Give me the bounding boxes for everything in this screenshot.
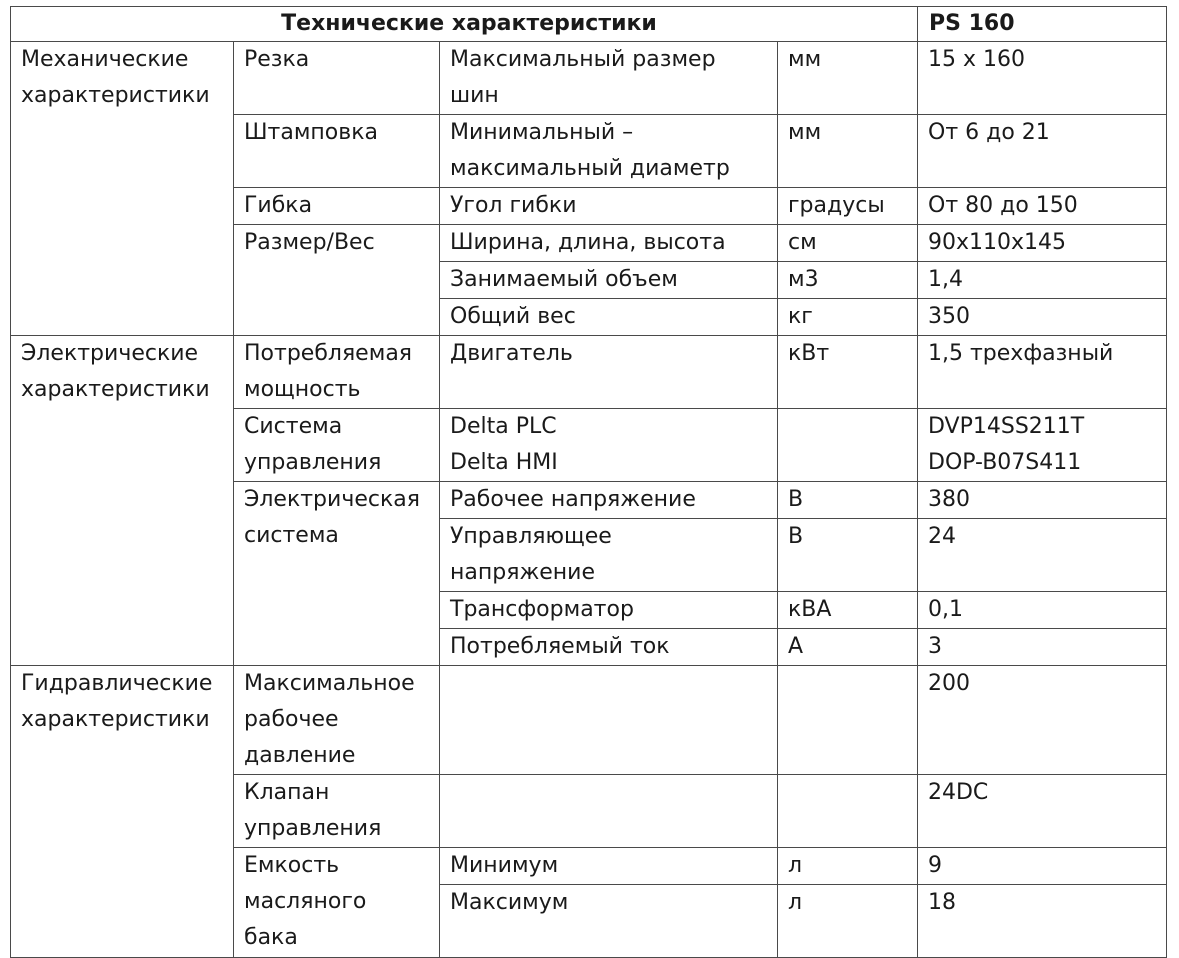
unit-cell: А xyxy=(778,629,918,666)
category-electrical: Электрические характеристики xyxy=(11,336,234,666)
parameter-cell: Рабочее напряжение xyxy=(440,482,778,519)
parameter-cell: Минимум xyxy=(440,848,778,885)
subcategory-punching: Штамповка xyxy=(234,115,440,188)
table-row xyxy=(11,42,1167,115)
subcategory-size-weight: Размер/Вес xyxy=(234,225,440,336)
parameter-cell: Delta PLC Delta HMI xyxy=(440,409,778,482)
parameter-cell: Двигатель xyxy=(440,336,778,409)
value-cell: 90x110x145 xyxy=(918,225,1167,262)
unit-cell: В xyxy=(778,482,918,519)
value-cell: 200 xyxy=(918,666,1167,775)
category-hydraulic: Гидравлические характеристики xyxy=(11,666,234,958)
unit-cell: кВт xyxy=(778,336,918,409)
subcategory-oil-tank: Емкость масляного бака xyxy=(234,848,440,958)
value-cell: 1,5 трехфазный xyxy=(918,336,1167,409)
subcategory-control-system: Система управления xyxy=(234,409,440,482)
value-cell: От 80 до 150 xyxy=(918,188,1167,225)
unit-cell xyxy=(778,775,918,848)
unit-cell: В xyxy=(778,519,918,592)
table-title: Технические характеристики xyxy=(11,7,918,42)
value-cell: 9 xyxy=(918,848,1167,885)
unit-cell: мм xyxy=(778,42,918,115)
value-cell: 24 xyxy=(918,519,1167,592)
category-mechanical: Механические характеристики xyxy=(11,42,234,336)
subcategory-bending: Гибка xyxy=(234,188,440,225)
parameter-cell: Минимальный – максимальный диаметр xyxy=(440,115,778,188)
value-cell: 0,1 xyxy=(918,592,1167,629)
model-name: PS 160 xyxy=(918,7,1167,42)
subcategory-cutting: Резка xyxy=(234,42,440,115)
parameter-cell xyxy=(440,666,778,775)
subcategory-power: Потребляемая мощность xyxy=(234,336,440,409)
unit-cell: м3 xyxy=(778,262,918,299)
unit-cell: градусы xyxy=(778,188,918,225)
value-cell: 380 xyxy=(918,482,1167,519)
header-row xyxy=(11,7,1167,42)
unit-cell xyxy=(778,666,918,775)
parameter-cell: Максимальный размер шин xyxy=(440,42,778,115)
table-row xyxy=(11,666,1167,775)
unit-cell: см xyxy=(778,225,918,262)
parameter-cell xyxy=(440,775,778,848)
parameter-cell: Угол гибки xyxy=(440,188,778,225)
value-cell: 3 xyxy=(918,629,1167,666)
parameter-cell: Трансформатор xyxy=(440,592,778,629)
parameter-cell: Потребляемый ток xyxy=(440,629,778,666)
unit-cell: мм xyxy=(778,115,918,188)
parameter-cell: Управляющее напряжение xyxy=(440,519,778,592)
specifications-table xyxy=(10,6,1167,958)
unit-cell xyxy=(778,409,918,482)
subcategory-electrical-system: Электрическая система xyxy=(234,482,440,666)
unit-cell: кг xyxy=(778,299,918,336)
value-cell: 350 xyxy=(918,299,1167,336)
parameter-cell: Занимаемый объем xyxy=(440,262,778,299)
value-cell: 1,4 xyxy=(918,262,1167,299)
parameter-cell: Общий вес xyxy=(440,299,778,336)
value-cell: DVP14SS211T DOP-B07S411 xyxy=(918,409,1167,482)
value-cell: От 6 до 21 xyxy=(918,115,1167,188)
value-cell: 15 х 160 xyxy=(918,42,1167,115)
subcategory-control-valve: Клапан управления xyxy=(234,775,440,848)
value-cell: 18 xyxy=(918,885,1167,958)
subcategory-max-pressure: Максимальное рабочее давление xyxy=(234,666,440,775)
value-cell: 24DC xyxy=(918,775,1167,848)
unit-cell: л xyxy=(778,848,918,885)
unit-cell: л xyxy=(778,885,918,958)
parameter-cell: Ширина, длина, высота xyxy=(440,225,778,262)
table-row xyxy=(11,336,1167,409)
unit-cell: кВА xyxy=(778,592,918,629)
parameter-cell: Максимум xyxy=(440,885,778,958)
